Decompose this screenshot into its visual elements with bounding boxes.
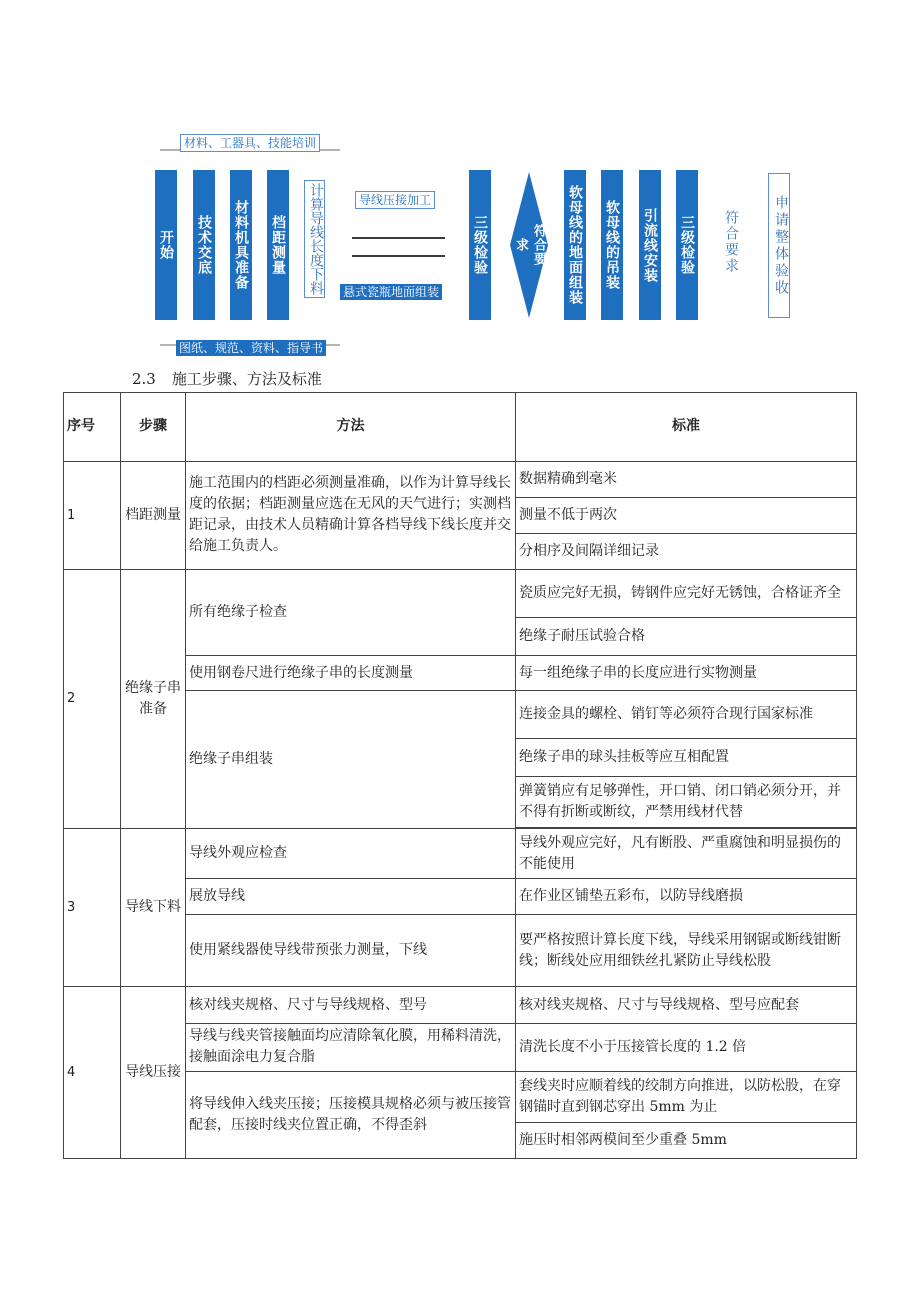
g2-standard-1b: 绝缘子耐压试验合格	[516, 618, 857, 656]
steps-table	[63, 392, 857, 1159]
g4-standard-1: 核对线夹规格、尺寸与导线规格、型号应配套	[516, 987, 857, 1023]
g2-method-2: 使用钢卷尺进行绝缘子串的长度测量	[186, 656, 516, 690]
header-standard: 标准	[516, 393, 857, 462]
g2-standard-3a: 连接金具的螺栓、销钉等必须符合现行国家标准	[516, 690, 857, 738]
g1-standard-1: 数据精确到毫米	[516, 461, 857, 497]
row-no-2: 2	[64, 569, 121, 828]
g4-standard-3a: 套线夹时应顺着线的绞制方向推进，以防松股，在穿钢锚时直到钢芯穿出 5mm 为止	[516, 1072, 857, 1122]
row-no-1: 1	[64, 461, 121, 569]
g3-method-1: 导线外观应检查	[186, 828, 516, 878]
flow-top-label: 材料、工器具、技能培训	[180, 134, 320, 152]
table-row	[64, 828, 857, 878]
flow-decision-1: 符合要求	[513, 224, 546, 266]
header-no: 序号	[64, 393, 121, 462]
g4-standard-2: 清洗长度不小于压接管长度的 1.2 倍	[516, 1023, 857, 1071]
flow-box-hoisting: 软母线的吊装	[601, 170, 623, 320]
g2-standard-2: 每一组绝缘子串的长度应进行实物测量	[516, 656, 857, 690]
row-step-2: 绝缘子串准备	[121, 569, 186, 828]
flow-box-cut-length: 计算导线长度下料	[304, 180, 325, 298]
g2-standard-3b: 绝缘子串的球头挂板等应互相配置	[516, 739, 857, 777]
g2-method-3: 绝缘子串组装	[186, 690, 516, 828]
table-header-row	[64, 393, 857, 462]
g2-standard-1a: 瓷质应完好无损，铸钢件应完好无锈蚀，合格证齐全	[516, 569, 857, 617]
flow-mid-bottom-label: 悬式瓷瓶地面组装	[340, 284, 442, 300]
g2-method-1: 所有绝缘子检查	[186, 569, 516, 656]
g4-method-2: 导线与线夹管接触面均应清除氧化膜，用稀料清洗，接触面涂电力复合脂	[186, 1023, 516, 1071]
flow-box-materials: 材料机具准备	[230, 170, 252, 320]
flow-box-jumper-install: 引流线安装	[639, 170, 661, 320]
row-step-3: 导线下料	[121, 828, 186, 986]
flow-bottom-label: 图纸、规范、资料、指导书	[176, 340, 326, 356]
flow-box-start: 开始	[155, 170, 177, 320]
table-row	[64, 569, 857, 617]
row-step-4: 导线压接	[121, 987, 186, 1159]
g3-method-2: 展放导线	[186, 879, 516, 914]
flow-box-final-acceptance: 申请整体验收	[768, 173, 790, 318]
header-step: 步骤	[121, 393, 186, 462]
header-method: 方法	[186, 393, 516, 462]
section-heading	[132, 368, 338, 389]
row-no-3: 3	[64, 828, 121, 986]
g3-standard-1: 导线外观应完好，凡有断股、严重腐蚀和明显损伤的不能使用	[516, 828, 857, 878]
section-number: 2.3	[132, 370, 156, 388]
flow-box-inspect-1: 三级检验	[469, 170, 491, 320]
g1-standard-3: 分相序及间隔详细记录	[516, 534, 857, 569]
flow-box-ground-assembly: 软母线的地面组装	[564, 170, 586, 320]
flow-box-span-measure: 档距测量	[267, 170, 289, 320]
table-row	[64, 987, 857, 1023]
g4-method-1: 核对线夹规格、尺寸与导线规格、型号	[186, 987, 516, 1023]
g1-method: 施工范围内的档距必须测量准确，以作为计算导线长度的依据；档距测量应选在无风的天气进行；实测档距记录，由技术人员精确计算各档导线下线长度并交给施工负责人。	[186, 461, 516, 569]
row-step-1: 档距测量	[121, 461, 186, 569]
flow-mid-top-label: 导线压接加工	[355, 191, 435, 209]
g3-method-3: 使用紧线器使导线带预张力测量，下线	[186, 914, 516, 987]
g3-standard-3: 要严格按照计算长度下线，导线采用钢锯或断线钳断线；断线处应用细铁丝扎紧防止导线松股	[516, 914, 857, 987]
g4-standard-3b: 施压时相邻两模间至少重叠 5mm	[516, 1122, 857, 1158]
construction-flow-chart	[0, 0, 920, 365]
flow-box-inspect-2: 三级检验	[676, 170, 698, 320]
flow-box-tech-briefing: 技术交底	[193, 170, 215, 320]
g2-standard-3c: 弹簧销应有足够弹性，开口销、闭口销必须分开，并不得有折断或断纹，严禁用线材代替	[516, 777, 857, 827]
flow-decision-2: 符合要求	[723, 210, 739, 274]
section-title: 施工步骤、方法及标准	[171, 370, 322, 388]
g1-standard-2: 测量不低于两次	[516, 497, 857, 533]
row-no-4: 4	[64, 987, 121, 1159]
table-row	[64, 461, 857, 497]
g3-standard-2: 在作业区铺垫五彩布，以防导线磨损	[516, 879, 857, 914]
g4-method-3: 将导线伸入线夹压接；压接模具规格必须与被压接管配套，压接时线夹位置正确，不得歪斜	[186, 1072, 516, 1159]
